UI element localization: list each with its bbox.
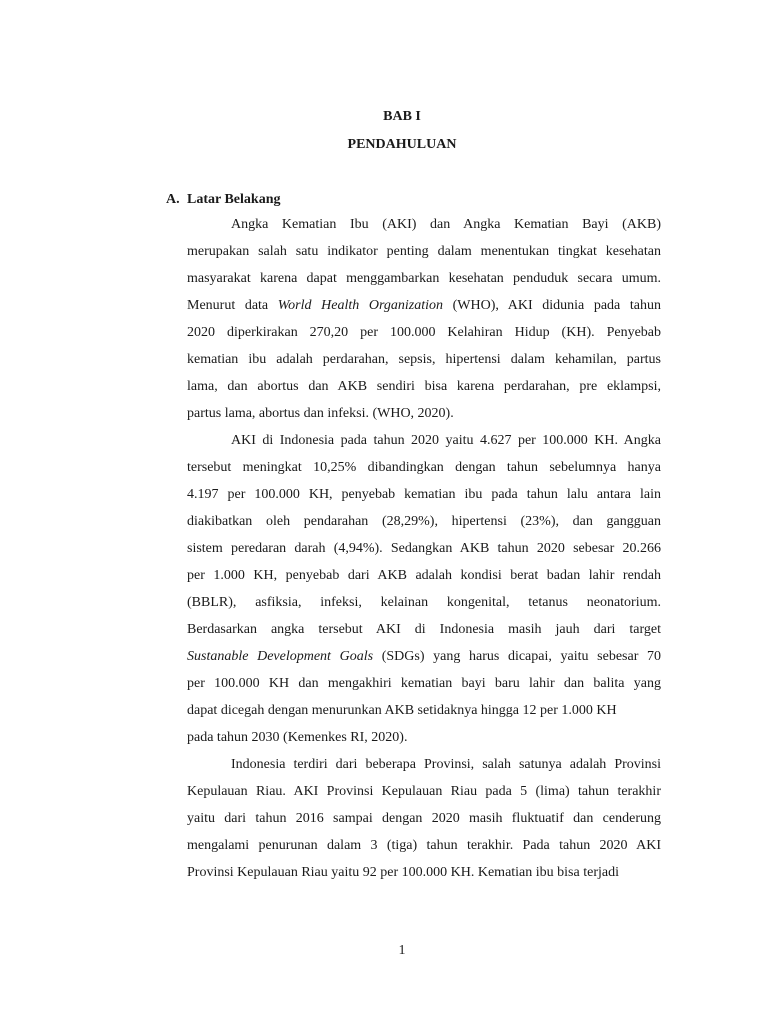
paragraph-line (187, 297, 661, 315)
paragraph-line: 2020 diperkirakan 270,20 per 100.000 Kelahiran Hidup (KH). Penyebab (187, 325, 661, 340)
paragraph-line: lama, dan abortus dan AKB sendiri bisa karena perdarahan, pre eklampsi, (187, 379, 661, 394)
section-letter: A. (166, 192, 180, 207)
line-text: (WHO), AKI didunia pada tahun (452, 298, 661, 313)
paragraph-line: Indonesia terdiri dari beberapa Provinsi, salah satunya adalah Provinsi (231, 757, 661, 772)
paragraph-line: sistem peredaran darah (4,94%). Sedangkan AKB tahun 2020 sebesar 20.266 (187, 541, 661, 556)
paragraph-line: per 100.000 KH dan mengakhiri kematian bayi baru lahir dan balita yang (187, 676, 661, 691)
section-heading (166, 190, 280, 210)
paragraph-line: tersebut meningkat 10,25% dibandingkan dengan tahun sebelumnya hanya (187, 460, 661, 475)
paragraph-line: masyarakat karena dapat menggambarkan kesehatan penduduk secara umum. (187, 271, 661, 286)
paragraph-line: Kepulauan Riau. AKI Provinsi Kepulauan Riau pada 5 (lima) tahun terakhir (187, 784, 661, 799)
line-text: Menurut data (187, 298, 269, 313)
paragraph-line: kematian ibu adalah perdarahan, sepsis, hipertensi dalam kehamilan, partus (187, 352, 661, 367)
paragraph-line: 4.197 per 100.000 KH, penyebab kematian ibu pada tahun lalu antara lain (187, 487, 661, 502)
page-number: 1 (398, 943, 406, 958)
paragraph-line: (BBLR), asfiksia, infeksi, kelainan kongenital, tetanus neonatorium. (187, 595, 661, 610)
paragraph-line: Berdasarkan angka tersebut AKI di Indonesia masih jauh dari target (187, 622, 661, 637)
italic-term: Sustanable Development Goals (187, 649, 374, 664)
chapter-title: PENDAHULUAN (347, 137, 457, 152)
section-title: Latar Belakang (187, 192, 281, 207)
line-text: (SDGs) yang harus dicapai, yaitu sebesar 70 (381, 649, 662, 664)
paragraph-line: yaitu dari tahun 2016 sampai dengan 2020 masih fluktuatif dan cenderung (187, 811, 661, 826)
paragraph-line: Angka Kematian Ibu (AKI) dan Angka Kematian Bayi (AKB) (231, 217, 661, 232)
paragraph-line: mengalami penurunan dalam 3 (tiga) tahun terakhir. Pada tahun 2020 AKI (187, 838, 661, 853)
paragraph-line: per 1.000 KH, penyebab dari AKB adalah kondisi berat badan lahir rendah (187, 568, 661, 583)
paragraph-line: Provinsi Kepulauan Riau yaitu 92 per 100.000 KH. Kematian ibu bisa terjadi (187, 865, 619, 880)
paragraph-line: AKI di Indonesia pada tahun 2020 yaitu 4.627 per 100.000 KH. Angka (231, 433, 661, 448)
chapter-number: BAB I (383, 109, 421, 124)
paragraph-line: diakibatkan oleh pendarahan (28,29%), hipertensi (23%), dan gangguan (187, 514, 661, 529)
italic-term: World Health Organization (277, 298, 443, 313)
paragraph-line: partus lama, abortus dan infeksi. (WHO, 2020). (187, 406, 454, 421)
paragraph-line (187, 648, 661, 666)
paragraph-line: pada tahun 2030 (Kemenkes RI, 2020). (187, 730, 408, 745)
paragraph-line: merupakan salah satu indikator penting dalam menentukan tingkat kesehatan (187, 244, 661, 259)
paragraph-line: dapat dicegah dengan menurunkan AKB setidaknya hingga 12 per 1.000 KH (187, 703, 617, 718)
